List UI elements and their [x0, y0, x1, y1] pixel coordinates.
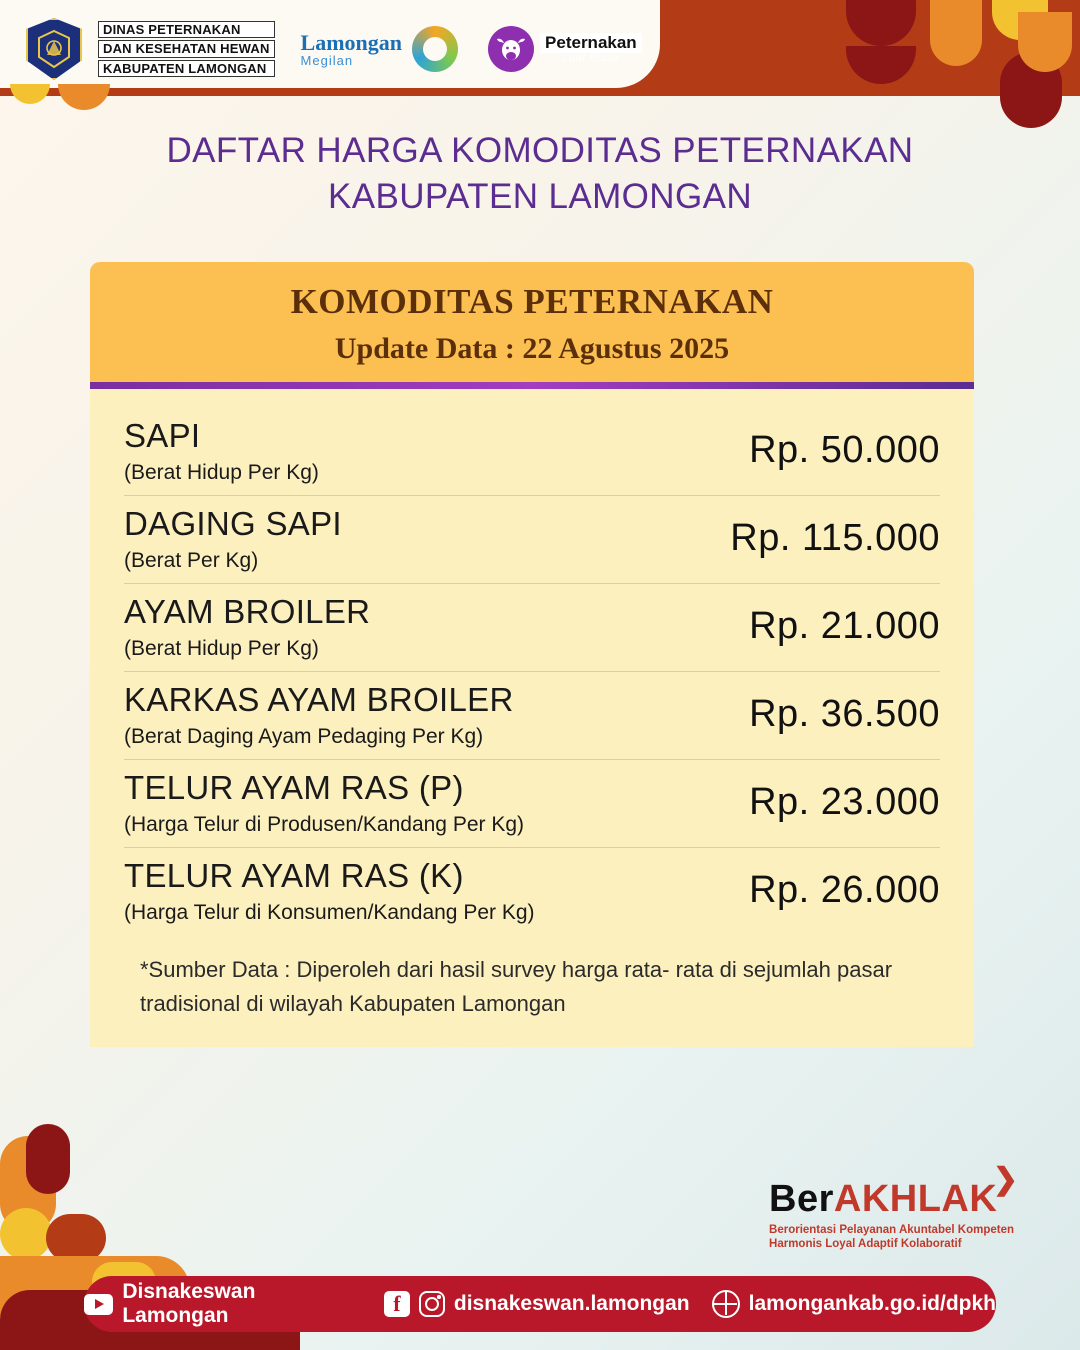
commodity-unit: (Berat Per Kg): [124, 548, 259, 572]
commodity-name: DAGING SAPI: [124, 504, 342, 542]
commodity-price: Rp. 23.000: [749, 781, 940, 824]
footer-youtube[interactable]: [84, 1280, 362, 1328]
commodity-unit: (Berat Daging Ayam Pedaging Per Kg): [124, 724, 484, 748]
facebook-icon: f: [384, 1291, 410, 1317]
berakhlak-sub-line-1: Berorientasi Pelayanan Akuntabel Kompeten: [769, 1224, 1014, 1236]
peternakan-luar-biasa-logo: [488, 26, 642, 72]
commodity-price: Rp. 26.000: [749, 869, 940, 912]
youtube-icon: [84, 1294, 113, 1315]
lamongan-megilan-logo: [301, 25, 464, 73]
commodity-unit: (Berat Hidup Per Kg): [124, 636, 319, 660]
footer-social[interactable]: [384, 1291, 690, 1317]
commodity-price: Rp. 36.500: [749, 693, 940, 736]
lamongan-brand-text: Lamongan: [300, 29, 403, 55]
table-row: [90, 495, 974, 583]
berakhlak-suffix: AKHLAK: [833, 1178, 998, 1220]
price-card-header: [90, 262, 974, 382]
footer-website[interactable]: [712, 1290, 996, 1318]
lamongan-crest-icon: [26, 18, 82, 80]
agency-name: [98, 21, 275, 78]
table-row: [90, 583, 974, 671]
table-row: [90, 407, 974, 495]
commodity-price: Rp. 115.000: [730, 517, 940, 560]
lamongan-swirl-icon: [408, 25, 464, 73]
commodity-unit: (Harga Telur di Konsumen/Kandang Per Kg): [124, 900, 535, 924]
commodity-unit: (Harga Telur di Produsen/Kandang Per Kg): [124, 812, 525, 836]
globe-icon: [712, 1290, 740, 1318]
table-row: [90, 759, 974, 847]
header-logos: [26, 18, 642, 80]
berakhlak-wordmark: [769, 1178, 1014, 1221]
header-divider: [90, 382, 974, 389]
agency-line-1: DINAS PETERNAKAN: [98, 21, 275, 39]
peternakan-tagline-text: Luar Biasa: [562, 52, 620, 65]
commodity-price: Rp. 21.000: [749, 605, 940, 648]
berakhlak-logo: [769, 1163, 1018, 1252]
lamongan-tagline-text: Megilan: [300, 52, 354, 68]
price-card: [90, 262, 974, 1047]
table-row: [90, 671, 974, 759]
page-title: [0, 128, 1080, 220]
agency-line-2: DAN KESEHATAN HEWAN: [98, 40, 275, 58]
commodity-name: KARKAS AYAM BROILER: [124, 680, 514, 718]
page-title-line-1: DAFTAR HARGA KOMODITAS PETERNAKAN: [166, 131, 914, 170]
chevron-right-icon: ❯: [992, 1163, 1018, 1196]
commodity-unit: (Berat Hidup Per Kg): [124, 460, 319, 484]
berakhlak-prefix: Ber: [769, 1178, 834, 1220]
peternakan-brand-text: Peternakan: [540, 33, 642, 53]
instagram-icon: [419, 1291, 445, 1317]
source-note: *Sumber Data : Diperoleh dari hasil survey harga rata- rata di sejumlah pasar tradisional di wilayah Kabupaten Lamongan: [90, 935, 974, 1047]
youtube-handle: Disnakeswan Lamongan: [122, 1280, 256, 1327]
footer-contact-bar: [84, 1276, 996, 1332]
table-row: [90, 847, 974, 935]
agency-line-3: KABUPATEN LAMONGAN: [98, 60, 275, 78]
commodity-name: TELUR AYAM RAS (P): [124, 768, 464, 806]
commodity-name: SAPI: [124, 417, 201, 454]
commodity-name: AYAM BROILER: [124, 592, 371, 630]
commodity-heading: KOMODITAS PETERNAKAN: [290, 282, 774, 321]
cow-head-icon: [488, 26, 534, 72]
website-url: lamongankab.go.id/dpkh: [748, 1292, 996, 1315]
price-list: [90, 389, 974, 935]
page-title-line-2: KABUPATEN LAMONGAN: [327, 177, 753, 217]
berakhlak-sub-line-2: Harmonis Loyal Adaptif Kolaboratif: [769, 1238, 962, 1251]
commodity-price: Rp. 50.000: [749, 429, 940, 472]
commodity-name: TELUR AYAM RAS (K): [124, 856, 464, 894]
social-handle: disnakeswan.lamongan: [453, 1292, 690, 1315]
update-date-label: Update Data : 22 Agustus 2025: [334, 332, 730, 365]
